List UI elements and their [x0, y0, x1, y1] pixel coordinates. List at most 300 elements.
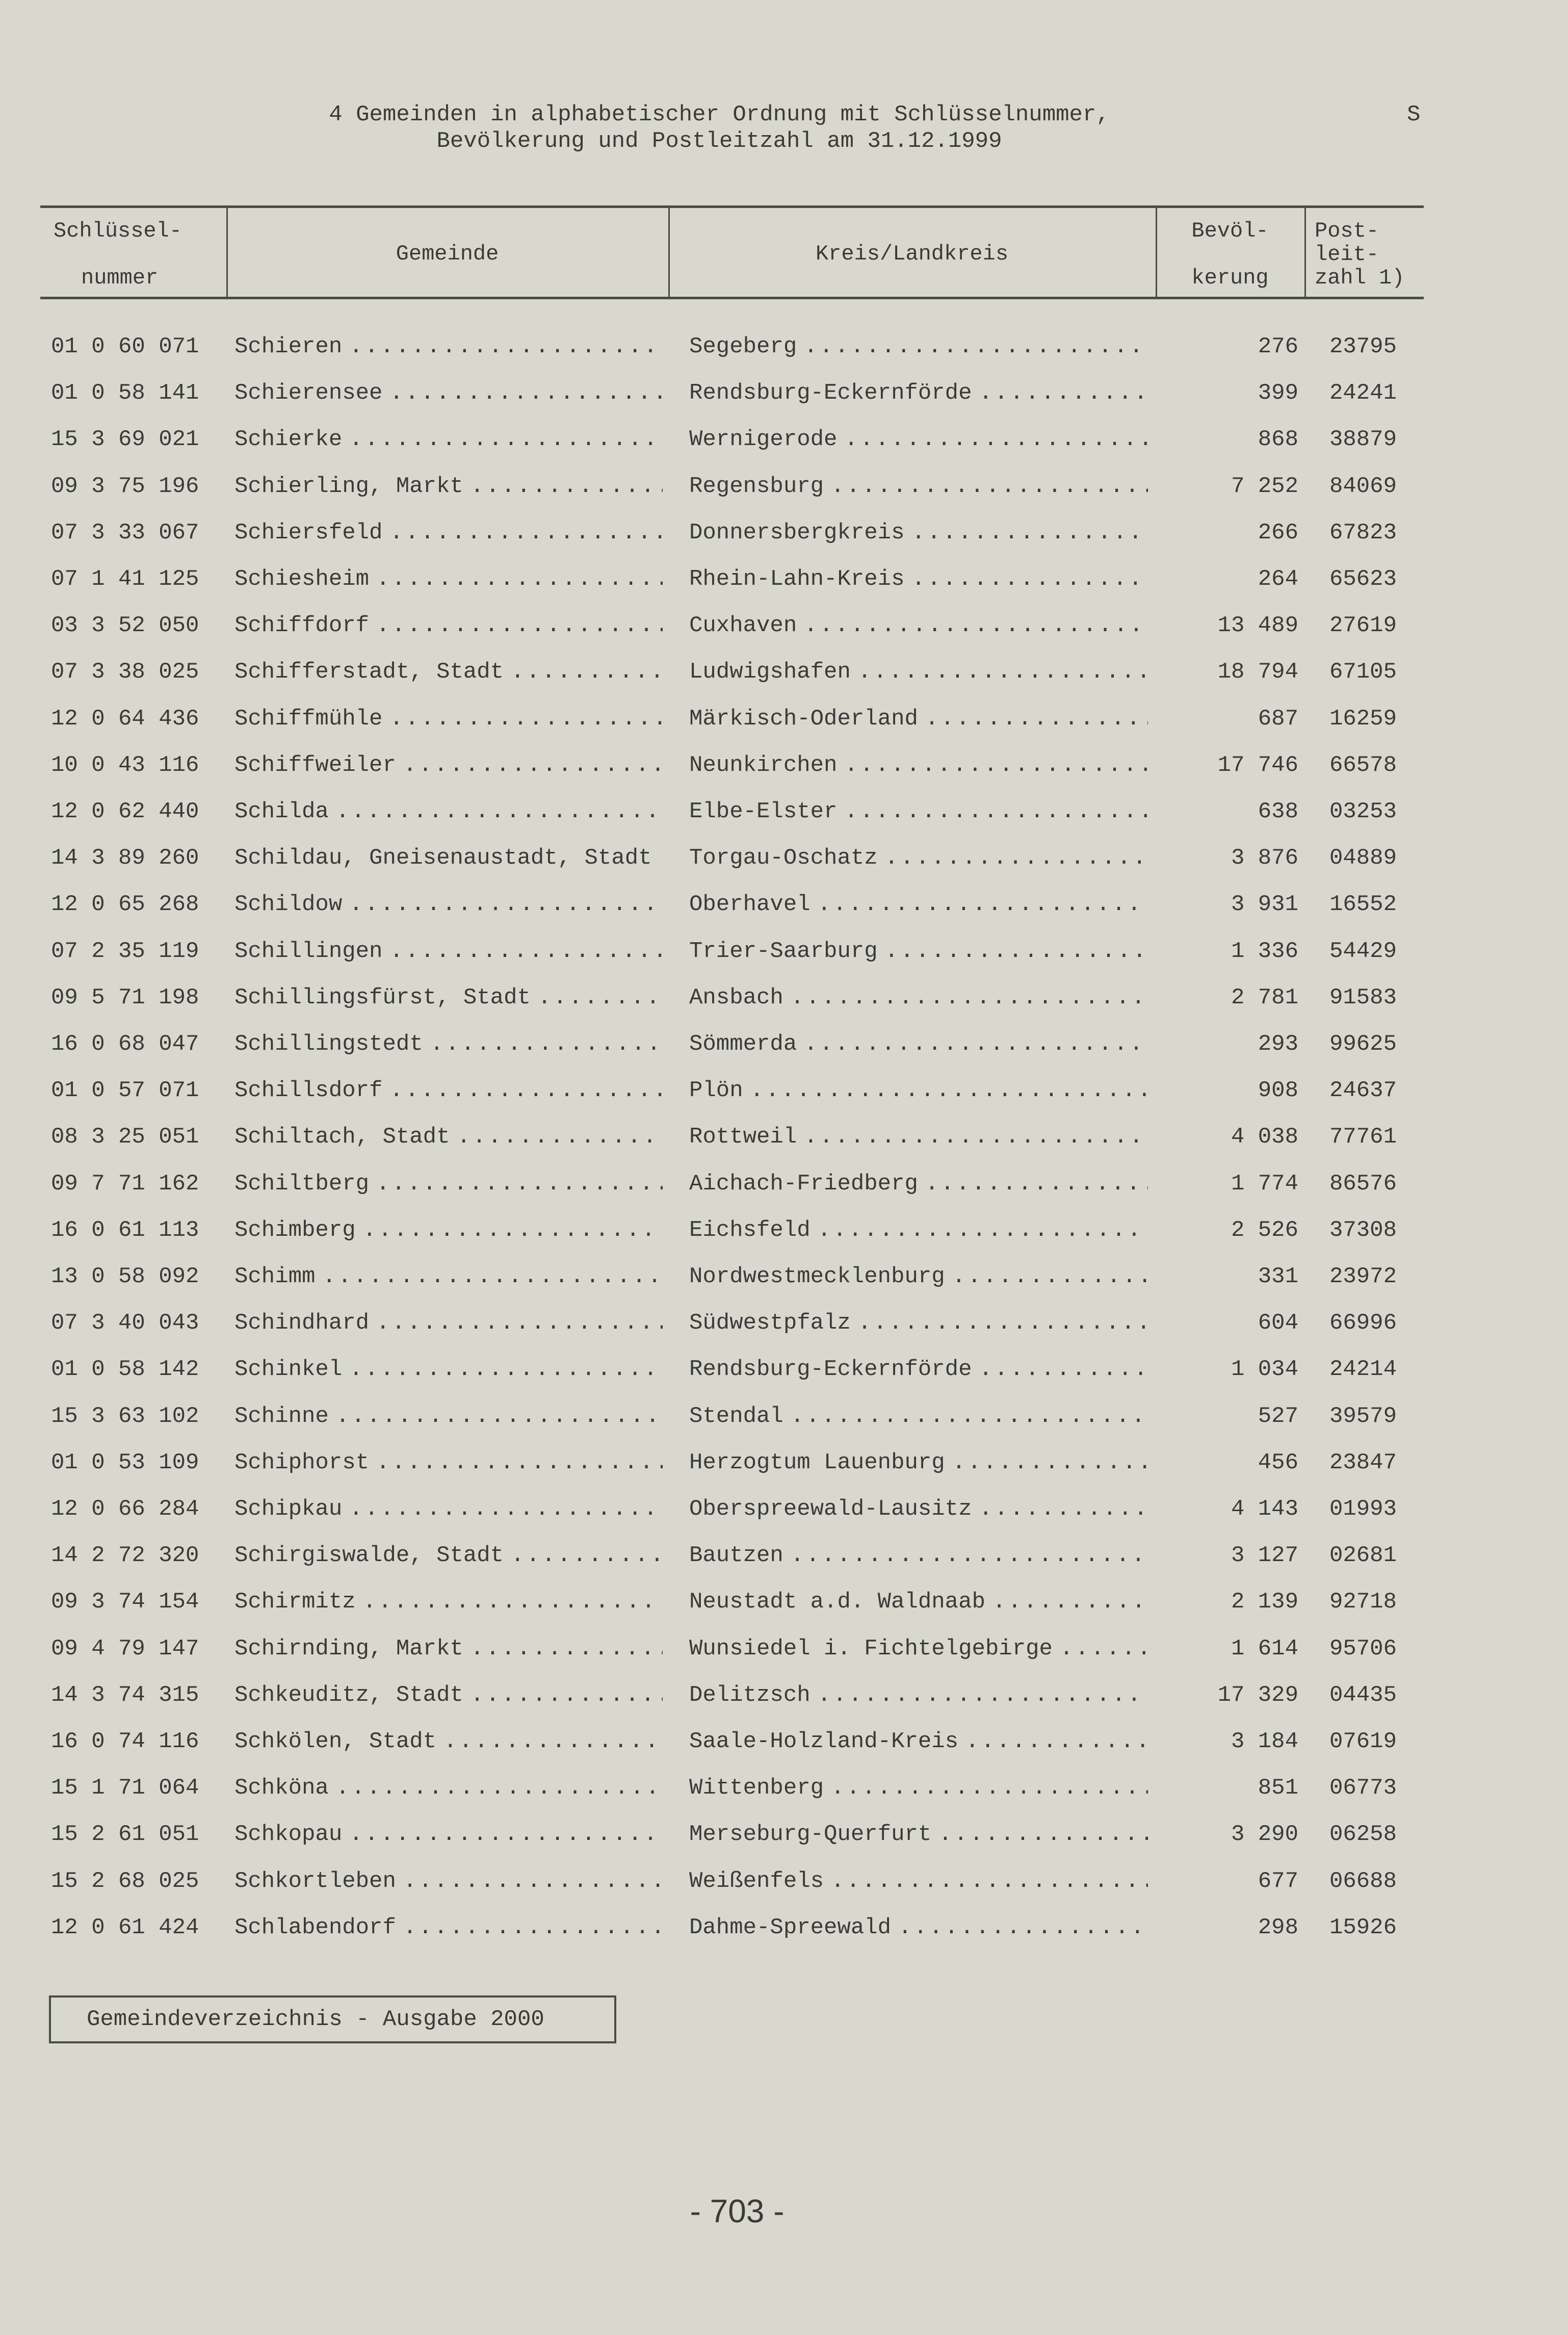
- kreis-name: Eichsfeld: [689, 1217, 811, 1243]
- kreis-cell: [689, 704, 1148, 734]
- table-row: [0, 936, 1568, 967]
- gemeinde-cell: [234, 982, 663, 1013]
- table-row: [0, 750, 1568, 781]
- population: 4 143: [1231, 1496, 1298, 1522]
- dot-leader: [858, 657, 1148, 687]
- kreis-name: Donnersbergkreis: [689, 520, 905, 546]
- dot-leader: [898, 1912, 1148, 1943]
- postal-code: 37308: [1329, 1217, 1397, 1243]
- kreis-cell: [689, 564, 1148, 594]
- postal-code: 39579: [1329, 1403, 1397, 1429]
- gemeinde-name: Schindhard: [234, 1310, 370, 1336]
- population: 399: [1258, 380, 1298, 406]
- header-plz-line3: zahl 1): [1315, 266, 1405, 290]
- key-number: 09 7 71 162: [51, 1171, 199, 1197]
- dot-leader: [911, 517, 1148, 548]
- gemeinde-cell: [234, 936, 663, 967]
- key-number: 01 0 57 071: [51, 1078, 199, 1104]
- kreis-name: Trier-Saarburg: [689, 938, 878, 964]
- gemeinde-name: Schimberg: [234, 1217, 356, 1243]
- key-number: 14 3 89 260: [51, 845, 199, 871]
- gemeinde-name: Schiersfeld: [234, 520, 383, 546]
- dot-leader: [349, 1494, 663, 1524]
- gemeinde-name: Schköna: [234, 1775, 329, 1801]
- gemeinde-cell: [234, 1680, 663, 1710]
- kreis-cell: [689, 424, 1148, 455]
- gemeinde-name: Schkortleben: [234, 1868, 396, 1894]
- table-row: [0, 1819, 1568, 1850]
- dot-leader: [389, 517, 663, 548]
- postal-code: 24241: [1329, 380, 1397, 406]
- postal-code: 84069: [1329, 473, 1397, 499]
- postal-code: 27619: [1329, 613, 1397, 639]
- dot-leader: [804, 610, 1148, 641]
- postal-code: 67823: [1329, 520, 1397, 546]
- table-row: [0, 1075, 1568, 1106]
- population: 3 876: [1231, 845, 1298, 871]
- kreis-cell: [689, 1215, 1148, 1246]
- kreis-cell: [689, 471, 1148, 502]
- kreis-cell: [689, 1401, 1148, 1432]
- dot-leader: [791, 982, 1148, 1013]
- key-number: 09 3 74 154: [51, 1589, 199, 1615]
- table-row: [0, 1169, 1568, 1199]
- gemeinde-cell: [234, 889, 663, 920]
- dot-leader: [938, 1819, 1148, 1850]
- postal-code: 92718: [1329, 1589, 1397, 1615]
- kreis-name: Delitzsch: [689, 1682, 811, 1708]
- gemeinde-name: Schiltberg: [234, 1171, 370, 1197]
- gemeinde-cell: [234, 1866, 663, 1897]
- postal-code: 06773: [1329, 1775, 1397, 1801]
- kreis-cell: [689, 1680, 1148, 1710]
- gemeinde-cell: [234, 471, 663, 502]
- gemeinde-name: Schillingstedt: [234, 1031, 423, 1057]
- key-number: 16 0 74 116: [51, 1729, 199, 1754]
- gemeinde-cell: [234, 1308, 663, 1338]
- postal-code: 66578: [1329, 752, 1397, 778]
- dot-leader: [818, 889, 1148, 920]
- kreis-name: Oberhavel: [689, 892, 811, 918]
- gemeinde-name: Schipkau: [234, 1496, 343, 1522]
- gemeinde-name: Schkölen, Stadt: [234, 1729, 437, 1754]
- kreis-cell: [689, 1029, 1148, 1059]
- dot-leader: [511, 657, 663, 687]
- gemeinde-name: Schimm: [234, 1264, 316, 1289]
- gemeinde-cell: [234, 1169, 663, 1199]
- kreis-cell: [689, 1773, 1148, 1803]
- key-number: 07 3 38 025: [51, 659, 199, 685]
- dot-leader: [911, 564, 1148, 594]
- kreis-name: Saale-Holzland-Kreis: [689, 1729, 959, 1754]
- dot-leader: [443, 1726, 663, 1757]
- postal-code: 23795: [1329, 334, 1397, 359]
- kreis-name: Ansbach: [689, 984, 783, 1010]
- gemeinde-cell: [234, 796, 663, 827]
- section-letter: S: [1407, 102, 1421, 127]
- table-row: [0, 471, 1568, 502]
- dot-leader: [376, 1447, 663, 1478]
- kreis-name: Regensburg: [689, 473, 824, 499]
- kreis-name: Märkisch-Oderland: [689, 706, 918, 732]
- table-row: [0, 378, 1568, 408]
- gemeinde-name: Schiltach, Stadt: [234, 1124, 450, 1150]
- key-number: 15 1 71 064: [51, 1775, 199, 1801]
- header-gemeinde: Gemeinde: [396, 242, 499, 266]
- gemeinde-name: Schierling, Markt: [234, 473, 463, 499]
- population: 1 034: [1231, 1357, 1298, 1383]
- gemeinde-name: Schifferstadt, Stadt: [234, 659, 504, 685]
- postal-code: 01993: [1329, 1496, 1397, 1522]
- dot-leader: [471, 471, 663, 502]
- table-row: [0, 610, 1568, 641]
- gemeinde-name: Schinne: [234, 1403, 329, 1429]
- kreis-cell: [689, 1912, 1148, 1943]
- gemeinde-name: Schiesheim: [234, 566, 370, 592]
- kreis-cell: [689, 1633, 1148, 1664]
- kreis-cell: [689, 657, 1148, 687]
- postal-code: 65623: [1329, 566, 1397, 592]
- gemeinde-name: Schinkel: [234, 1357, 343, 1383]
- key-number: 07 1 41 125: [51, 566, 199, 592]
- kreis-cell: [689, 1447, 1148, 1478]
- key-number: 12 0 65 268: [51, 892, 199, 918]
- gemeinde-name: Schiffmühle: [234, 706, 383, 732]
- gemeinde-cell: [234, 657, 663, 687]
- table-row: [0, 1401, 1568, 1432]
- population: 456: [1258, 1449, 1298, 1475]
- dot-leader: [389, 704, 663, 734]
- postal-code: 99625: [1329, 1031, 1397, 1057]
- gemeinde-name: Schillingsfürst, Stadt: [234, 984, 531, 1010]
- gemeinde-cell: [234, 1401, 663, 1432]
- key-number: 07 2 35 119: [51, 938, 199, 964]
- dot-leader: [363, 1215, 663, 1246]
- key-number: 16 0 68 047: [51, 1031, 199, 1057]
- population: 1 336: [1231, 938, 1298, 964]
- column-divider: [1304, 208, 1306, 297]
- gemeinde-name: Schiffdorf: [234, 613, 370, 639]
- population: 604: [1258, 1310, 1298, 1336]
- header-kreis: Kreis/Landkreis: [815, 242, 1009, 266]
- dot-leader: [844, 424, 1148, 455]
- dot-leader: [659, 843, 663, 873]
- kreis-name: Sömmerda: [689, 1031, 797, 1057]
- table-row: [0, 889, 1568, 920]
- dot-leader: [403, 1912, 663, 1943]
- gemeinde-cell: [234, 424, 663, 455]
- dot-leader: [925, 704, 1148, 734]
- dot-leader: [349, 331, 663, 362]
- kreis-name: Rottweil: [689, 1124, 797, 1150]
- gemeinde-cell: [234, 1633, 663, 1664]
- table-row: [0, 1587, 1568, 1617]
- key-number: 07 3 33 067: [51, 520, 199, 546]
- publication-label-box: Gemeindeverzeichnis - Ausgabe 2000: [49, 1995, 616, 2043]
- header-pop-line2: kerung: [1191, 266, 1269, 290]
- table-header: [40, 205, 1424, 299]
- gemeinde-cell: [234, 610, 663, 641]
- kreis-name: Südwestpfalz: [689, 1310, 851, 1336]
- header-key-line2: nummer: [81, 266, 159, 290]
- postal-code: 54429: [1329, 938, 1397, 964]
- gemeinde-cell: [234, 1075, 663, 1106]
- key-number: 03 3 52 050: [51, 613, 199, 639]
- dot-leader: [831, 1773, 1148, 1803]
- gemeinde-cell: [234, 1587, 663, 1617]
- population: 1 774: [1231, 1171, 1298, 1197]
- gemeinde-name: Schieren: [234, 334, 343, 359]
- kreis-name: Wittenberg: [689, 1775, 824, 1801]
- gemeinde-name: Schirnding, Markt: [234, 1636, 463, 1662]
- kreis-name: Rendsburg-Eckernförde: [689, 1357, 972, 1383]
- kreis-name: Dahme-Spreewald: [689, 1914, 892, 1940]
- kreis-cell: [689, 936, 1148, 967]
- dot-leader: [952, 1447, 1148, 1478]
- dot-leader: [992, 1587, 1148, 1617]
- dot-leader: [979, 378, 1148, 408]
- kreis-cell: [689, 889, 1148, 920]
- dot-leader: [376, 610, 663, 641]
- gemeinde-cell: [234, 750, 663, 781]
- table-row: [0, 1633, 1568, 1664]
- page-title-line-1: 4 Gemeinden in alphabetischer Ordnung mit Schlüsselnummer,: [329, 102, 1110, 127]
- gemeinde-cell: [234, 1494, 663, 1524]
- dot-leader: [538, 982, 663, 1013]
- table-row: [0, 1912, 1568, 1943]
- gemeinde-cell: [234, 1029, 663, 1059]
- key-number: 14 2 72 320: [51, 1543, 199, 1569]
- dot-leader: [430, 1029, 663, 1059]
- dot-leader: [336, 1401, 663, 1432]
- kreis-cell: [689, 1354, 1148, 1385]
- gemeinde-cell: [234, 517, 663, 548]
- dot-leader: [804, 331, 1148, 362]
- population: 3 290: [1231, 1822, 1298, 1848]
- page-title-line-2: Bevölkerung und Postleitzahl am 31.12.1999: [436, 128, 1002, 154]
- gemeinde-name: Schkopau: [234, 1822, 343, 1848]
- dot-leader: [750, 1075, 1148, 1106]
- postal-code: 67105: [1329, 659, 1397, 685]
- postal-code: 06688: [1329, 1868, 1397, 1894]
- dot-leader: [511, 1540, 663, 1571]
- dot-leader: [471, 1680, 663, 1710]
- gemeinde-cell: [234, 704, 663, 734]
- dot-leader: [885, 936, 1148, 967]
- table-row: [0, 564, 1568, 594]
- table-row: [0, 1308, 1568, 1338]
- population: 2 781: [1231, 984, 1298, 1010]
- key-number: 12 0 64 436: [51, 706, 199, 732]
- table-row: [0, 1540, 1568, 1571]
- header-plz-line1: Post-: [1315, 219, 1379, 243]
- gemeinde-cell: [234, 564, 663, 594]
- kreis-name: Aichach-Friedberg: [689, 1171, 918, 1197]
- population: 17 746: [1217, 752, 1298, 778]
- population: 293: [1258, 1031, 1298, 1057]
- dot-leader: [979, 1354, 1148, 1385]
- gemeinde-cell: [234, 1819, 663, 1850]
- kreis-cell: [689, 1540, 1148, 1571]
- dot-leader: [322, 1261, 663, 1292]
- gemeinde-name: Schirgiswalde, Stadt: [234, 1543, 504, 1569]
- postal-code: 03253: [1329, 799, 1397, 824]
- table-row: [0, 424, 1568, 455]
- kreis-cell: [689, 1075, 1148, 1106]
- postal-code: 04435: [1329, 1682, 1397, 1708]
- population: 2 139: [1231, 1589, 1298, 1615]
- header-plz-line2: leit-: [1315, 242, 1379, 267]
- table-row: [0, 1773, 1568, 1803]
- kreis-cell: [689, 378, 1148, 408]
- kreis-name: Ludwigshafen: [689, 659, 851, 685]
- key-number: 12 0 66 284: [51, 1496, 199, 1522]
- kreis-name: Elbe-Elster: [689, 799, 838, 824]
- kreis-name: Bautzen: [689, 1543, 783, 1569]
- dot-leader: [389, 378, 663, 408]
- population: 298: [1258, 1914, 1298, 1940]
- kreis-name: Plön: [689, 1078, 743, 1104]
- kreis-cell: [689, 1819, 1148, 1850]
- gemeinde-name: Schilda: [234, 799, 329, 824]
- dot-leader: [403, 1866, 663, 1897]
- table-row: [0, 796, 1568, 827]
- dot-leader: [389, 936, 663, 967]
- kreis-name: Oberspreewald-Lausitz: [689, 1496, 972, 1522]
- gemeinde-name: Schiphorst: [234, 1449, 370, 1475]
- key-number: 14 3 74 315: [51, 1682, 199, 1708]
- population: 264: [1258, 566, 1298, 592]
- table-row: [0, 1029, 1568, 1059]
- postal-code: 06258: [1329, 1822, 1397, 1848]
- gemeinde-name: Schirmitz: [234, 1589, 356, 1615]
- gemeinde-name: Schillingen: [234, 938, 383, 964]
- gemeinde-cell: [234, 1540, 663, 1571]
- postal-code: 02681: [1329, 1543, 1397, 1569]
- population: 3 127: [1231, 1543, 1298, 1569]
- key-number: 15 3 63 102: [51, 1403, 199, 1429]
- table-row: [0, 1680, 1568, 1710]
- dot-leader: [791, 1401, 1148, 1432]
- postal-code: 91583: [1329, 984, 1397, 1010]
- gemeinde-cell: [234, 843, 663, 873]
- gemeinde-name: Schillsdorf: [234, 1078, 383, 1104]
- postal-code: 07619: [1329, 1729, 1397, 1754]
- dot-leader: [925, 1169, 1148, 1199]
- postal-code: 15926: [1329, 1914, 1397, 1940]
- kreis-name: Stendal: [689, 1403, 783, 1429]
- key-number: 12 0 62 440: [51, 799, 199, 824]
- kreis-cell: [689, 1261, 1148, 1292]
- key-number: 09 3 75 196: [51, 473, 199, 499]
- gemeinde-cell: [234, 1912, 663, 1943]
- dot-leader: [349, 889, 663, 920]
- key-number: 15 2 61 051: [51, 1822, 199, 1848]
- dot-leader: [336, 796, 663, 827]
- table-row: [0, 657, 1568, 687]
- postal-code: 77761: [1329, 1124, 1397, 1150]
- postal-code: 23972: [1329, 1264, 1397, 1289]
- gemeinde-name: Schierke: [234, 427, 343, 453]
- key-number: 09 5 71 198: [51, 984, 199, 1010]
- kreis-name: Segeberg: [689, 334, 797, 359]
- gemeinde-name: Schildow: [234, 892, 343, 918]
- table-row: [0, 1447, 1568, 1478]
- kreis-name: Nordwestmecklenburg: [689, 1264, 945, 1289]
- gemeinde-cell: [234, 1354, 663, 1385]
- table-row: [0, 1122, 1568, 1152]
- dot-leader: [804, 1122, 1148, 1152]
- population: 4 038: [1231, 1124, 1298, 1150]
- key-number: 16 0 61 113: [51, 1217, 199, 1243]
- dot-leader: [363, 1587, 663, 1617]
- postal-code: 23847: [1329, 1449, 1397, 1475]
- population: 851: [1258, 1775, 1298, 1801]
- dot-leader: [844, 750, 1148, 781]
- population: 266: [1258, 520, 1298, 546]
- kreis-name: Rhein-Lahn-Kreis: [689, 566, 905, 592]
- postal-code: 38879: [1329, 427, 1397, 453]
- gemeinde-name: Schlabendorf: [234, 1914, 396, 1940]
- postal-code: 16259: [1329, 706, 1397, 732]
- population: 2 526: [1231, 1217, 1298, 1243]
- dot-leader: [979, 1494, 1148, 1524]
- population: 3 184: [1231, 1729, 1298, 1754]
- population: 3 931: [1231, 892, 1298, 918]
- gemeinde-cell: [234, 331, 663, 362]
- kreis-name: Rendsburg-Eckernförde: [689, 380, 972, 406]
- table-row: [0, 517, 1568, 548]
- population: 1 614: [1231, 1636, 1298, 1662]
- gemeinde-cell: [234, 1447, 663, 1478]
- gemeinde-name: Schkeuditz, Stadt: [234, 1682, 463, 1708]
- kreis-cell: [689, 843, 1148, 873]
- kreis-cell: [689, 750, 1148, 781]
- kreis-cell: [689, 1494, 1148, 1524]
- dot-leader: [376, 564, 663, 594]
- header-pop-line1: Bevöl-: [1191, 219, 1269, 243]
- key-number: 07 3 40 043: [51, 1310, 199, 1336]
- population: 331: [1258, 1264, 1298, 1289]
- kreis-cell: [689, 1726, 1148, 1757]
- population: 17 329: [1217, 1682, 1298, 1708]
- kreis-cell: [689, 796, 1148, 827]
- kreis-name: Wernigerode: [689, 427, 838, 453]
- dot-leader: [1060, 1633, 1148, 1664]
- dot-leader: [818, 1680, 1148, 1710]
- postal-code: 16552: [1329, 892, 1397, 918]
- dot-leader: [349, 1354, 663, 1385]
- key-number: 15 3 69 021: [51, 427, 199, 453]
- table-row: [0, 1261, 1568, 1292]
- population: 13 489: [1217, 613, 1298, 639]
- table-row: [0, 982, 1568, 1013]
- kreis-name: Cuxhaven: [689, 613, 797, 639]
- dot-leader: [791, 1540, 1148, 1571]
- dot-leader: [376, 1308, 663, 1338]
- header-key-line1: Schlüssel-: [54, 219, 182, 243]
- gemeinde-name: Schildau, Gneisenaustadt, Stadt: [234, 845, 652, 871]
- population: 276: [1258, 334, 1298, 359]
- dot-leader: [952, 1261, 1148, 1292]
- kreis-name: Neunkirchen: [689, 752, 838, 778]
- postal-code: 95706: [1329, 1636, 1397, 1662]
- kreis-cell: [689, 1122, 1148, 1152]
- dot-leader: [831, 1866, 1148, 1897]
- dot-leader: [885, 843, 1148, 873]
- kreis-cell: [689, 517, 1148, 548]
- dot-leader: [471, 1633, 663, 1664]
